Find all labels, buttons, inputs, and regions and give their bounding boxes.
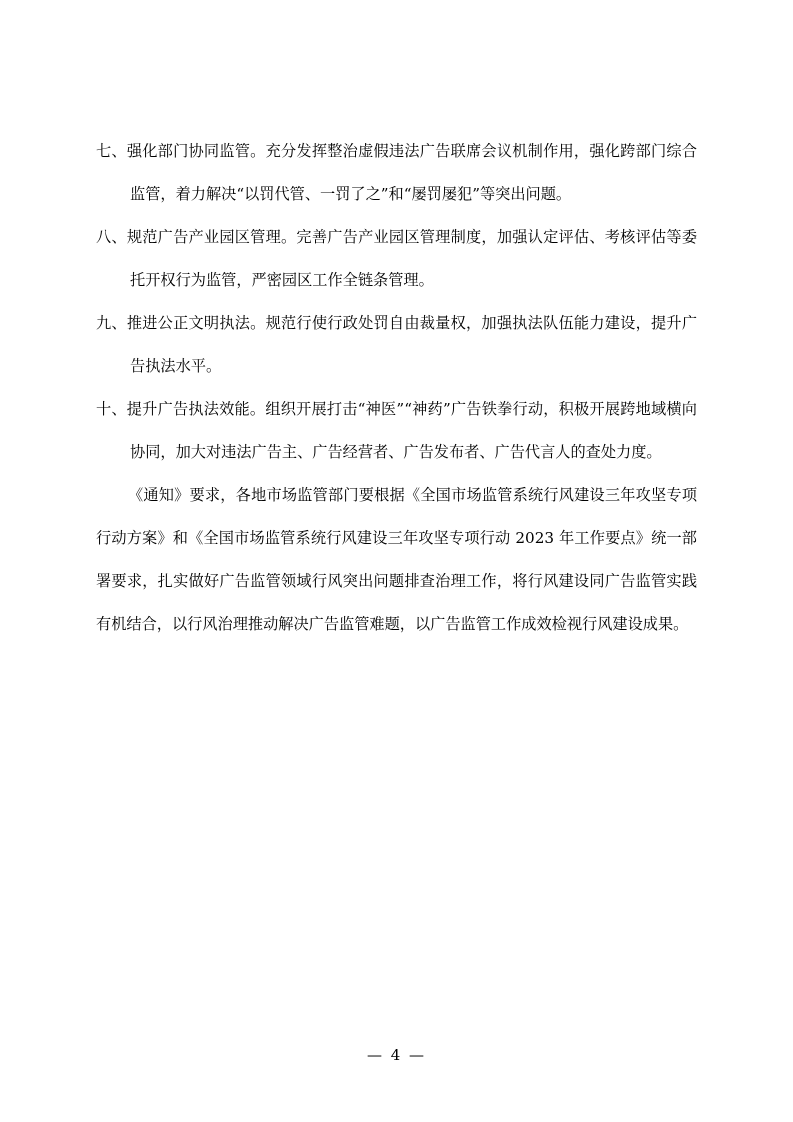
- list-item: 八、规范广告产业园区管理。完善广告产业园区管理制度，加强认定评估、考核评估等委托开权行为监管，严密园区工作全链条管理。: [96, 228, 697, 289]
- list-item: 七、强化部门协同监管。充分发挥整治虚假违法广告联席会议机制作用，强化跨部门综合监管，着力解决“以罚代管、一罚了之”和“屡罚屡犯”等突出问题。: [96, 142, 697, 203]
- list-item: 九、推进公正文明执法。规范行使行政处罚自由裁量权，加强执法队伍能力建设，提升广告执法水平。: [96, 314, 697, 375]
- page-number: — 4 —: [366, 1046, 427, 1064]
- list-item: 十、提升广告执法效能。组织开展打击“神医”“神药”广告铁拳行动，积极开展跨地域横向协同，加大对违法广告主、广告经营者、广告发布者、广告代言人的查处力度。: [96, 400, 697, 461]
- closing-paragraph: 《通知》要求，各地市场监管部门要根据《全国市场监管系统行风建设三年攻坚专项行动方案》和《全国市场监管系统行风建设三年攻坚专项行动 2023 年工作要点》统一部署要求，扎实做好广告监管领域行风突出问题排查治理工作，将行风建设同广告监管实践有机结合，以行风治理推动解决广告监管难题，以广告监管工作成效检视行风建设成果。: [96, 486, 697, 633]
- document-body: [96, 130, 697, 646]
